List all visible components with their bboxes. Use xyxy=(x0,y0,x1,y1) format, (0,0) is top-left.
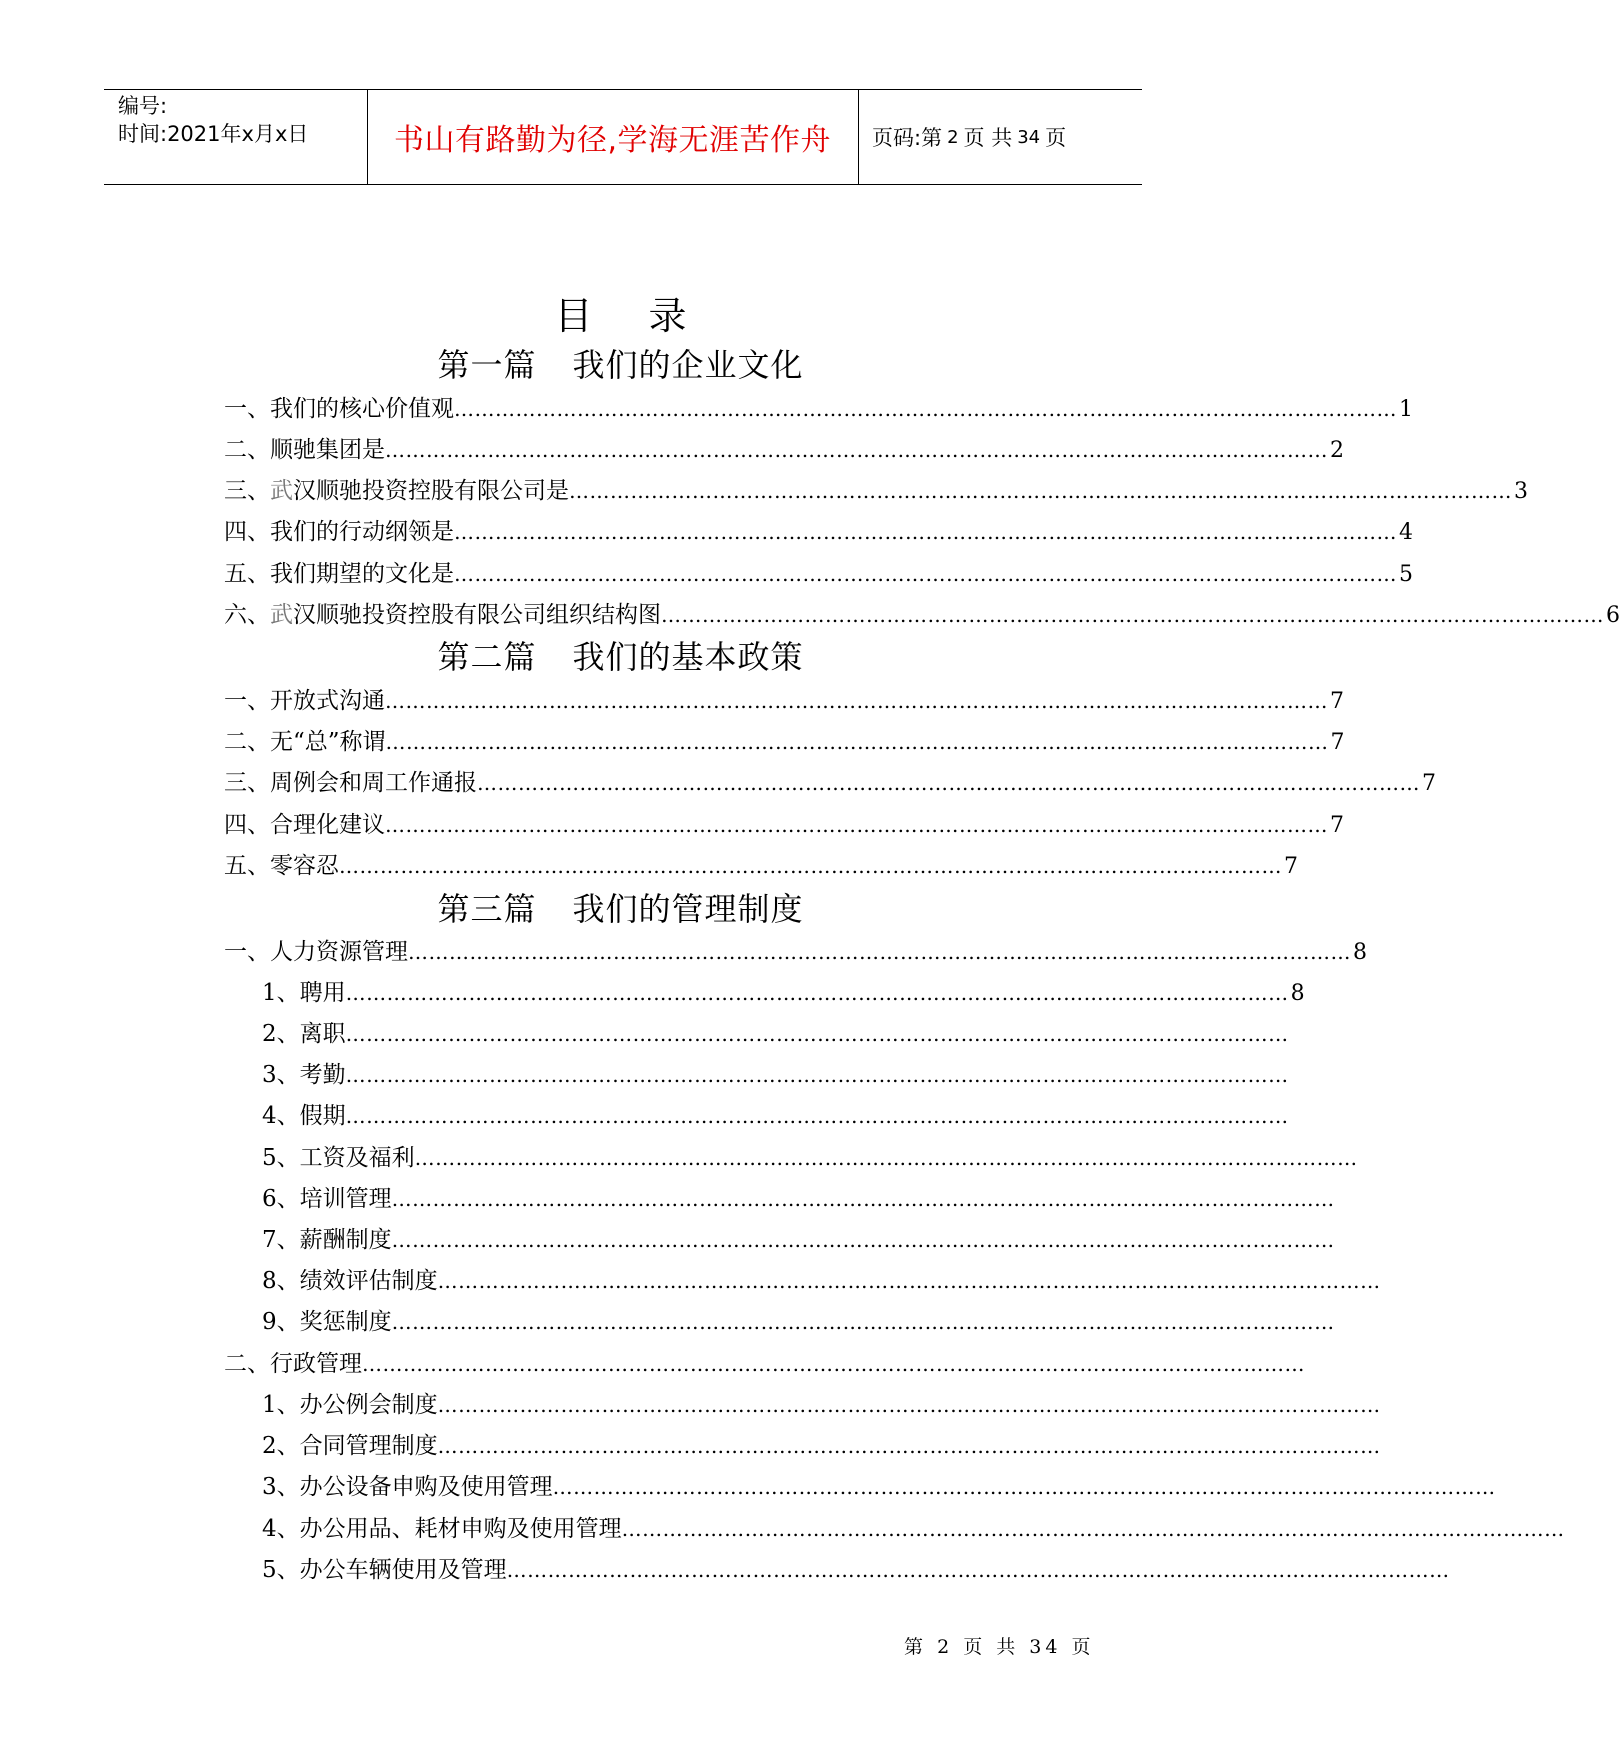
toc-leader-dots: ………………………………………………………………………………………………………………………… xyxy=(391,1228,1335,1252)
toc-leader-dots: ………………………………………………………………………………………………………………………… xyxy=(345,981,1289,1005)
toc-entry-label: 3、办公设备申购及使用管理 xyxy=(262,1474,553,1500)
toc-leader-dots: ………………………………………………………………………………………………………………………… xyxy=(408,940,1351,964)
document-number-label: 编号: xyxy=(118,94,168,118)
toc-entry-label: 二、行政管理 xyxy=(224,1351,362,1377)
footer-suffix: 页 xyxy=(1071,1636,1095,1658)
toc-entry[interactable] xyxy=(224,555,1413,587)
toc-entry-label-gray: 武 xyxy=(270,602,293,628)
toc-entry-label: 2、合同管理制度 xyxy=(262,1433,438,1459)
toc-entry-label-rest: 汉顺驰投资控股有限公司是 xyxy=(293,478,569,504)
toc-entry-label xyxy=(224,472,569,505)
toc-entry[interactable] xyxy=(262,1386,1381,1418)
toc-entry-label xyxy=(224,596,661,629)
toc-leader-dots: ………………………………………………………………………………………………………………………… xyxy=(506,1558,1450,1582)
toc-entry-page: 7 xyxy=(1422,771,1436,796)
toc-leader-dots: ………………………………………………………………………………………………………………………… xyxy=(345,1063,1289,1087)
footer-mid: 页 共 xyxy=(963,1636,1020,1658)
toc-entry[interactable] xyxy=(262,1303,1335,1335)
header-page-suffix: 页 xyxy=(1045,126,1067,150)
toc-entry-label: 9、奖惩制度 xyxy=(262,1309,392,1335)
toc-entry-label: 五、我们期望的文化是 xyxy=(224,561,454,587)
toc-entry-label: 二、顺驰集团是 xyxy=(224,437,385,463)
toc-entry[interactable] xyxy=(262,1262,1381,1294)
toc-entry-label: 三、周例会和周工作通报 xyxy=(224,770,477,796)
toc-entry[interactable] xyxy=(262,1097,1289,1129)
toc-leader-dots: ………………………………………………………………………………………………………………………… xyxy=(385,438,1328,462)
toc-entry[interactable] xyxy=(224,472,1528,504)
toc-entry-label: 6、培训管理 xyxy=(262,1186,392,1212)
toc-entry[interactable] xyxy=(262,1180,1335,1212)
toc-entry[interactable] xyxy=(262,1510,1565,1542)
toc-entry[interactable] xyxy=(224,806,1344,838)
toc-entry-label-prefix: 三、 xyxy=(224,478,270,504)
toc-entry-label-rest: 汉顺驰投资控股有限公司组织结构图 xyxy=(293,602,661,628)
toc-leader-dots: ………………………………………………………………………………………………………………………… xyxy=(385,730,1329,754)
toc-leader-dots: ………………………………………………………………………………………………………………………… xyxy=(339,854,1282,878)
toc-leader-dots: ………………………………………………………………………………………………………………………… xyxy=(661,603,1604,627)
toc-leader-dots: ………………………………………………………………………………………………………………………… xyxy=(569,479,1512,503)
toc-entry[interactable] xyxy=(262,974,1305,1006)
header-page-prefix: 页码:第 xyxy=(872,126,943,150)
part-title-3 xyxy=(0,884,1241,930)
header-page-mid: 页 共 xyxy=(963,126,1013,150)
toc-entry-page: 4 xyxy=(1399,520,1413,545)
toc-leader-dots: ………………………………………………………………………………………………………………………… xyxy=(454,520,1397,544)
toc-leader-dots: ………………………………………………………………………………………………………………………… xyxy=(552,1475,1496,1499)
toc-entry-page: 2 xyxy=(1330,438,1344,463)
header-motto: 书山有路勤为径,学海无涯苦作舟 xyxy=(393,123,832,158)
part-title-2 xyxy=(0,632,1241,678)
toc-entry[interactable] xyxy=(262,1551,1450,1583)
toc-entry-label: 五、零容忍 xyxy=(224,853,339,879)
toc-leader-dots: ………………………………………………………………………………………………………………………… xyxy=(385,813,1328,837)
toc-entry[interactable] xyxy=(224,723,1345,755)
toc-leader-dots: ………………………………………………………………………………………………………………………… xyxy=(345,1104,1289,1128)
toc-entry-page: 7 xyxy=(1284,854,1298,879)
toc-entry[interactable] xyxy=(224,1345,1305,1377)
toc-entry-label: 5、办公车辆使用及管理 xyxy=(262,1557,507,1583)
part-name: 我们的基本政策 xyxy=(572,638,804,676)
toc-entry[interactable] xyxy=(224,596,1620,628)
toc-entry[interactable] xyxy=(224,847,1298,879)
toc-leader-dots: ………………………………………………………………………………………………………………………… xyxy=(621,1517,1565,1541)
footer-current-page: 2 xyxy=(937,1636,954,1658)
toc-entry-label: 一、人力资源管理 xyxy=(224,939,408,965)
part-number: 第一篇 xyxy=(437,346,537,384)
toc-leader-dots: ………………………………………………………………………………………………………………………… xyxy=(477,771,1420,795)
header-page-total: 34 xyxy=(1017,126,1041,148)
header-divider xyxy=(858,90,859,184)
toc-entry-label-gray: 武 xyxy=(270,478,293,504)
part-name: 我们的管理制度 xyxy=(572,890,804,928)
page-header xyxy=(104,89,1142,185)
toc-entry-page: 7 xyxy=(1330,730,1345,755)
toc-entry-page: 7 xyxy=(1330,813,1344,838)
toc-entry[interactable] xyxy=(224,764,1436,796)
toc-leader-dots: ………………………………………………………………………………………………………………………… xyxy=(362,1352,1305,1376)
toc-entry-page: 8 xyxy=(1290,981,1305,1006)
footer-prefix: 第 xyxy=(904,1636,928,1658)
toc-entry-label: 一、开放式沟通 xyxy=(224,688,385,714)
header-meta xyxy=(118,92,308,148)
toc-entry[interactable] xyxy=(224,682,1344,714)
toc-leader-dots: ………………………………………………………………………………………………………………………… xyxy=(385,689,1328,713)
toc-entry[interactable] xyxy=(224,431,1344,463)
toc-entry[interactable] xyxy=(224,513,1413,545)
page-footer xyxy=(904,1632,1095,1659)
toc-entry-label: 3、考勤 xyxy=(262,1062,346,1088)
document-time-label: 时间:2021年x月x日 xyxy=(118,122,309,146)
toc-leader-dots: ………………………………………………………………………………………………………………………… xyxy=(437,1269,1381,1293)
toc-entry-page: 3 xyxy=(1514,479,1528,504)
toc-entry-label: 2、离职 xyxy=(262,1021,346,1047)
toc-leader-dots: ………………………………………………………………………………………………………………………… xyxy=(437,1434,1381,1458)
toc-entry-label: 7、薪酬制度 xyxy=(262,1227,392,1253)
toc-entry[interactable] xyxy=(262,1427,1381,1459)
toc-entry[interactable] xyxy=(262,1221,1335,1253)
toc-entry-label: 4、假期 xyxy=(262,1103,346,1129)
toc-entry-label: 4、办公用品、耗材申购及使用管理 xyxy=(262,1516,622,1542)
toc-entry-label: 1、聘用 xyxy=(262,980,346,1006)
toc-entry[interactable] xyxy=(262,1056,1289,1088)
toc-entry-label: 1、办公例会制度 xyxy=(262,1392,438,1418)
toc-leader-dots: ………………………………………………………………………………………………………………………… xyxy=(454,397,1397,421)
toc-entry-label: 5、工资及福利 xyxy=(262,1145,415,1171)
toc-entry-page: 7 xyxy=(1330,689,1344,714)
toc-entry[interactable] xyxy=(262,1015,1289,1047)
part-title-1 xyxy=(0,340,1241,386)
toc-leader-dots: ………………………………………………………………………………………………………………………… xyxy=(391,1310,1335,1334)
part-number: 第三篇 xyxy=(437,890,537,928)
toc-leader-dots: ………………………………………………………………………………………………………………………… xyxy=(414,1146,1358,1170)
toc-entry-label: 四、合理化建议 xyxy=(224,812,385,838)
footer-total-pages: 34 xyxy=(1029,1636,1062,1658)
toc-entry-page: 8 xyxy=(1353,940,1367,965)
toc-entry[interactable] xyxy=(262,1139,1358,1171)
header-page-current: 2 xyxy=(947,126,959,148)
toc-leader-dots: ………………………………………………………………………………………………………………………… xyxy=(345,1022,1289,1046)
toc-entry-label: 一、我们的核心价值观 xyxy=(224,396,454,422)
toc-entry-label: 四、我们的行动纲领是 xyxy=(224,519,454,545)
header-page-indicator xyxy=(872,90,1066,184)
toc-entry[interactable] xyxy=(224,390,1413,422)
toc-title: 目录 xyxy=(554,294,743,338)
toc-leader-dots: ………………………………………………………………………………………………………………………… xyxy=(454,562,1397,586)
part-number: 第二篇 xyxy=(437,638,537,676)
toc-entry-page: 6 xyxy=(1606,603,1620,628)
part-name: 我们的企业文化 xyxy=(572,346,804,384)
toc-leader-dots: ………………………………………………………………………………………………………………………… xyxy=(391,1187,1335,1211)
toc-entry[interactable] xyxy=(262,1468,1496,1500)
toc-entry[interactable] xyxy=(224,933,1367,965)
toc-entry-label: 二、无“总”称谓 xyxy=(224,729,386,755)
toc-leader-dots: ………………………………………………………………………………………………………………………… xyxy=(437,1393,1381,1417)
toc-entry-label-prefix: 六、 xyxy=(224,602,270,628)
toc-entry-label: 8、绩效评估制度 xyxy=(262,1268,438,1294)
toc-entry-page: 1 xyxy=(1399,397,1413,422)
toc-entry-page: 5 xyxy=(1399,562,1413,587)
